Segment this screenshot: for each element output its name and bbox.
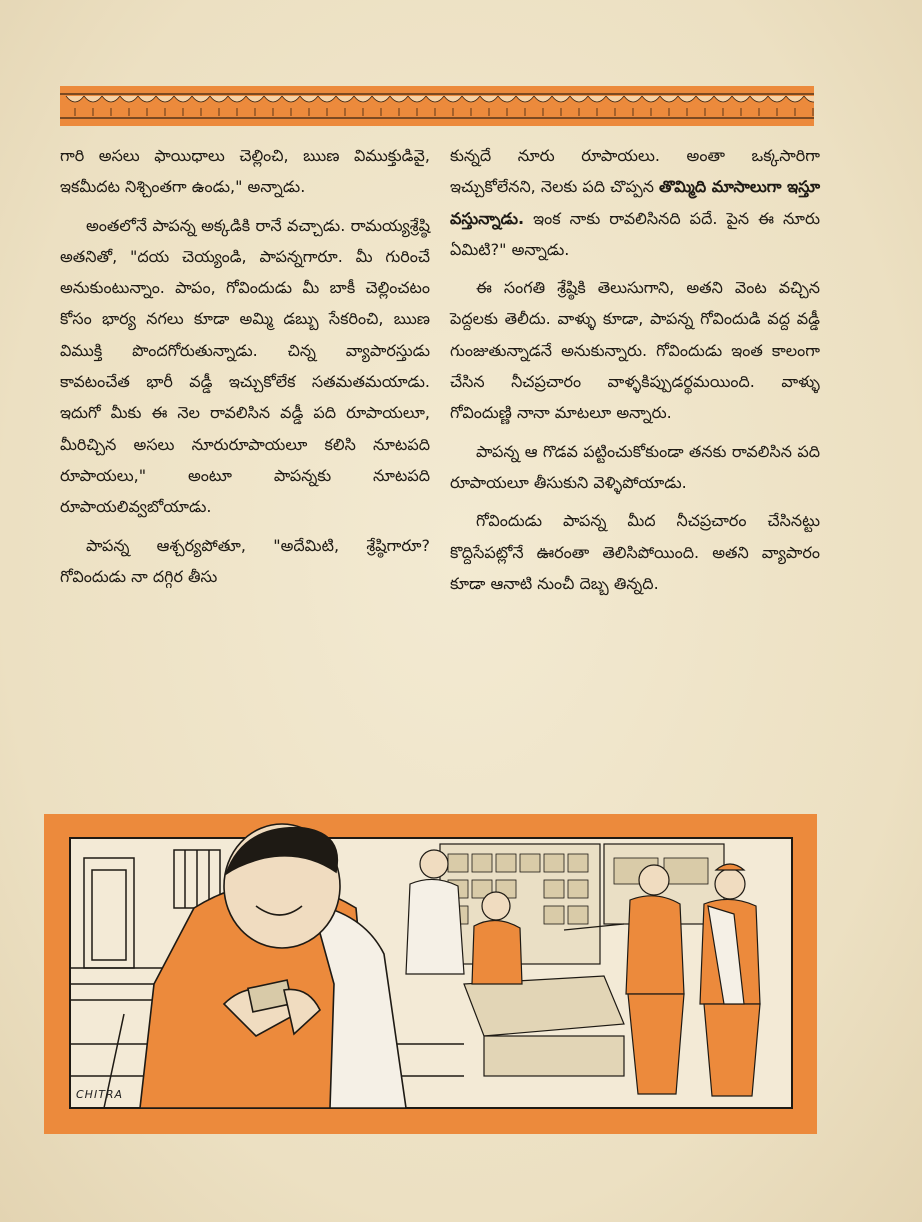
right-paragraph-1b: తొమ్మిది మాసాలుగా ఇస్తూ వస్తున్నాడు.	[450, 177, 821, 228]
left-text-column	[60, 140, 430, 599]
story-illustration	[44, 814, 817, 1134]
right-paragraph-1a: కున్నదే నూరు రూపాయలు. అంతా ఒక్కసారిగా ఇచ్చుకోలేనని, నెలకు పది చొప్పన	[450, 146, 820, 197]
right-paragraph-4: గోవిందుడు పాపన్న మీద నీచప్రచారం చేసినట్టు కొద్దిసేపట్లోనే ఊరంతా తెలిసిపోయింది. అతని వ్యాపారం కూడా ఆనాటి నుంచీ దెబ్బ తిన్నది.	[450, 511, 820, 593]
right-paragraph-1	[450, 140, 820, 265]
right-paragraph-2: ఈ సంగతి శ్రేష్ఠికి తెలుసుగాని, అతని వెంట వచ్చిన పెద్దలకు తెలీదు. వాళ్ళు కూడా, పాపన్న గోవిందుడి వద్ద వడ్డీ గుంజుతున్నాడనే అనుకున్నారు. గోవిందుడు ఇంత కాలంగా చేసిన నీచప్రచారం వాళ్ళకిప్పుడర్థమయింది. వాళ్ళు గోవిందుణ్ణి నానా మాటలూ అన్నారు.	[450, 278, 820, 423]
decorative-border-band	[60, 86, 814, 126]
artist-signature: CHITRA	[76, 1088, 124, 1101]
left-paragraph-3: పాపన్న ఆశ్చర్యపోతూ, "అదేమిటి, శ్రేష్ఠిగారూ? గోవిందుడు నా దగ్గిర తీసు	[60, 535, 430, 586]
left-paragraph-1: గారి అసలు ఫాయిధాలు చెల్లించి, ఋణ విముక్తుడివై, ఇకమీదట నిశ్చింతగా ఉండు," అన్నాడు.	[60, 146, 430, 197]
right-paragraph-3: పాపన్న ఆ గొడవ పట్టించుకోకుండా తనకు రావలిసిన పది రూపాయలూ తీసుకుని వెళ్ళిపోయాడు.	[450, 441, 820, 492]
right-text-column	[450, 140, 820, 606]
right-paragraph-1c: ఇంక నాకు రావలిసినది పదే. పైన ఈ నూరు ఏమిటి?" అన్నాడు.	[450, 208, 820, 259]
left-paragraph-2: అంతలోనే పాపన్న అక్కడికి రానే వచ్చాడు. రామయ్యశ్రేష్ఠి అతనితో, "దయ చెయ్యండి, పాపన్నగారూ. మీ గురించే అనుకుంటున్నాం. పాపం, గోవిందుడు మీ బాకీ చెల్లించటం కోసం భార్య నగలు కూడా అమ్మి డబ్బు సేకరించి, ఋణ విముక్తి పొందగోరుతున్నాడు. చిన్న వ్యాపారస్తుడు కావటంచేత భారీ వడ్డీ ఇచ్చుకోలేక సతమతమయాడు. ఇదుగో మీకు ఈ నెల రావలిసిన వడ్డీ పది రూపాయలూ, మీరిచ్చిన అసలు నూరురూపాయలూ కలిసి నూటపది రూపాయలు," అంటూ పాపన్నకు నూటపది రూపాయలివ్వబోయాడు.	[60, 215, 430, 517]
